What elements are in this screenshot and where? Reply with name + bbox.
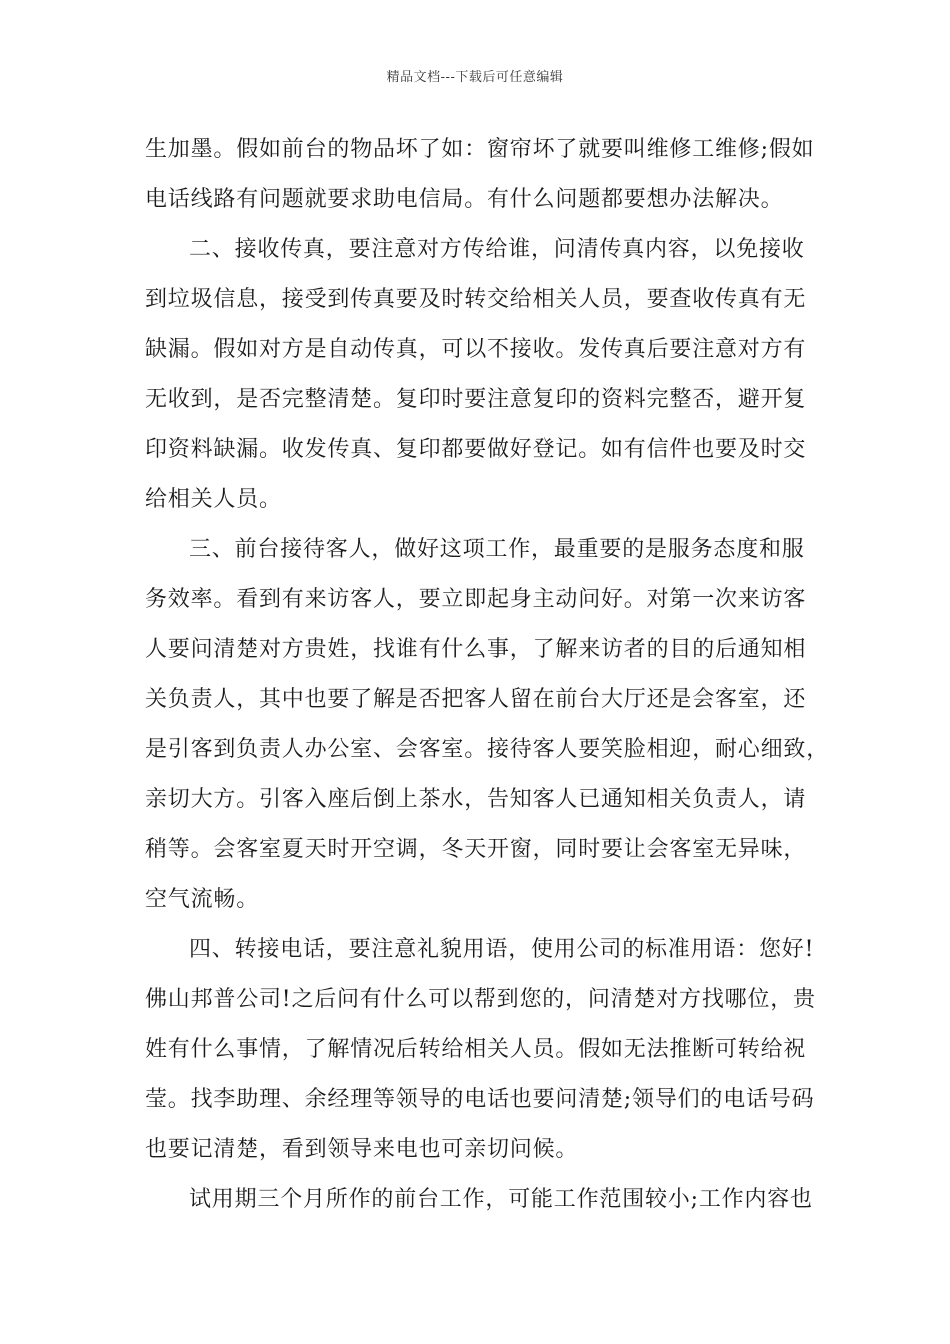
text-line: 务效率。看到有来访客人，要立即起身主动问好。对第一次来访客 [145,587,807,612]
text-line: 生加墨。假如前台的物品坏了如：窗帘坏了就要叫维修工维修;假如 [145,137,815,162]
text-line: 亲切大方。引客入座后倒上茶水，告知客人已通知相关负责人，请 [145,787,807,812]
page-header: 精品文档---下载后可任意编辑 [386,70,564,85]
text-line: 印资料缺漏。收发传真、复印都要做好登记。如有信件也要及时交 [145,437,807,462]
paragraph-start-line: 二、接收传真，要注意对方传给谁，问清传真内容，以免接收 [189,237,805,262]
text-line: 姓有什么事情，了解情况后转给相关人员。假如无法推断可转给祝 [145,1037,807,1062]
text-line: 是引客到负责人办公室、会客室。接待客人要笑脸相迎，耐心细致， [145,737,830,762]
text-line: 到垃圾信息，接受到传真要及时转交给相关人员，要查收传真有无 [145,287,807,312]
text-line: 空气流畅。 [145,887,260,912]
document-body [145,125,830,1225]
text-line: 缺漏。假如对方是自动传真，可以不接收。发传真后要注意对方有 [145,337,807,362]
paragraph-start-line: 三、前台接待客人，做好这项工作，最重要的是服务态度和服 [189,537,805,562]
text-line: 无收到，是否完整清楚。复印时要注意复印的资料完整否，避开复 [145,387,807,412]
text-line: 莹。找李助理、余经理等领导的电话也要问清楚;领导们的电话号码 [145,1087,815,1112]
text-line: 稍等。会客室夏天时开空调，冬天开窗，同时要让会客室无异味， [145,837,807,862]
text-line: 人要问清楚对方贵姓，找谁有什么事，了解来访者的目的后通知相 [145,637,807,662]
paragraph-start-line: 试用期三个月所作的前台工作，可能工作范围较小;工作内容也 [189,1187,813,1212]
paragraph-start-line: 四、转接电话，要注意礼貌用语，使用公司的标准用语：您好! [189,937,815,962]
text-line: 也要记清楚，看到领导来电也可亲切问候。 [145,1137,579,1162]
text-line: 佛山邦普公司!之后问有什么可以帮到您的，问清楚对方找哪位，贵 [145,987,816,1012]
text-line: 关负责人，其中也要了解是否把客人留在前台大厅还是会客室，还 [145,687,807,712]
text-line: 电话线路有问题就要求助电信局。有什么问题都要想办法解决。 [145,187,784,212]
text-line: 给相关人员。 [145,487,282,512]
